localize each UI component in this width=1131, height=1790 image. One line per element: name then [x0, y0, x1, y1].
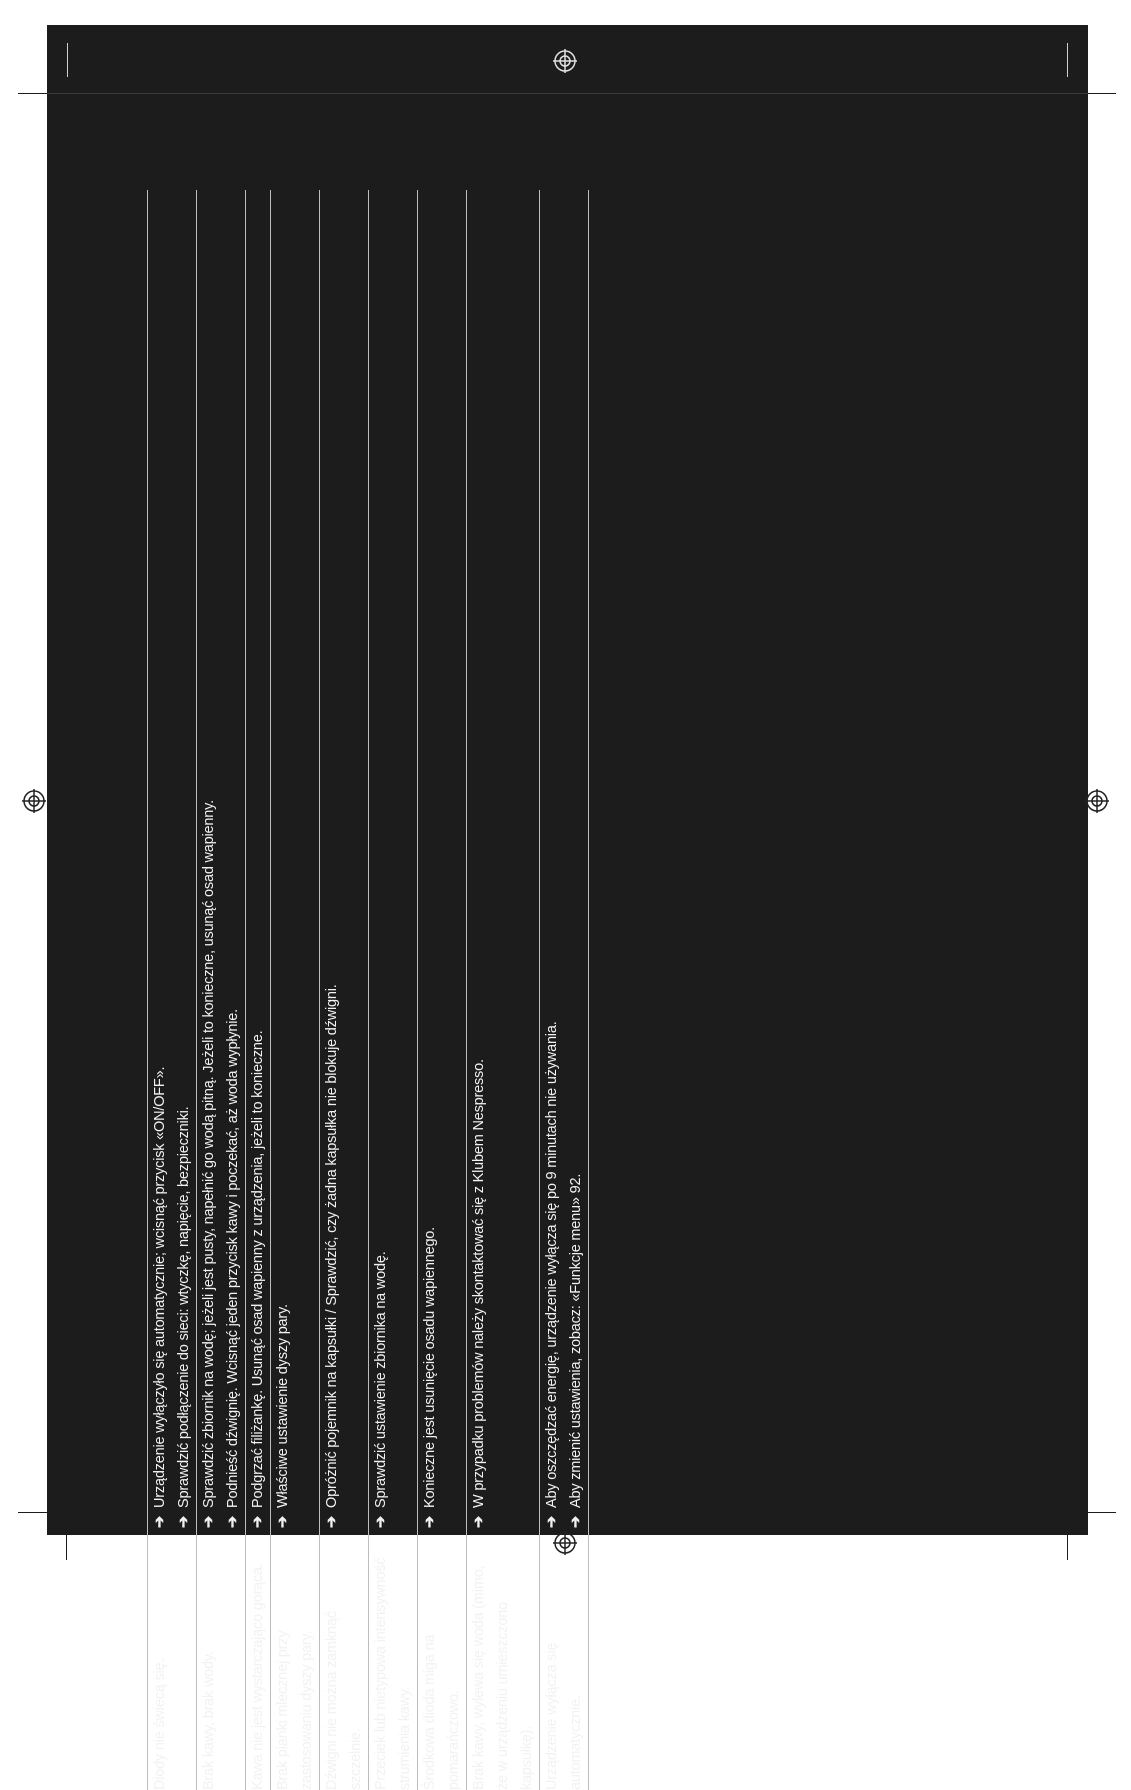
arrow-right-icon: ➔	[250, 1516, 266, 1528]
solution-item	[246, 190, 270, 1528]
problem-text: Brak kawy, brak wody.	[201, 1651, 217, 1790]
solution-text: Konieczne jest usunięcie osadu wapiennego.	[422, 1227, 438, 1508]
solution-text: Sprawdzić zbiornik na wodę; jeżeli jest pusty, napełnić go wodą pitną. Jeżeli to konieczne, usunąć osad wapienny.	[201, 800, 217, 1508]
problem-text: Diody nie świecą się.	[152, 1658, 168, 1790]
solution-item	[197, 190, 221, 1528]
solutions-list	[148, 190, 196, 1528]
arrow-right-icon: ➔	[422, 1516, 438, 1528]
arrow-right-icon: ➔	[373, 1516, 389, 1528]
solution-item	[320, 190, 344, 1528]
arrow-right-icon: ➔	[471, 1516, 487, 1528]
problem-text: Środkowa dioda miga na pomarańczowo.	[422, 1634, 462, 1790]
arrow-right-icon: ➔	[568, 1516, 584, 1528]
table-row	[196, 190, 245, 1790]
solution-item	[418, 190, 442, 1528]
solution-text: Podgrzać filiżankę. Usunąć osad wapienny z urządzenia, jeżeli to konieczne.	[250, 1030, 266, 1508]
solution-text: W przypadku problemów należy skontaktować się z Klubem Nespresso.	[471, 1059, 487, 1508]
problem-text: Dźwigni nie można zamknąć szczelnie.	[324, 1611, 364, 1790]
top-rule	[47, 93, 1088, 94]
arrow-right-icon: ➔	[201, 1516, 217, 1528]
solution-text: Urządzenie wyłączyło się automatycznie; wcisnąć przycisk «ON/OFF».	[152, 1066, 168, 1508]
solution-text: Podnieść dźwignię. Wcisnąć jeden przycisk kawy i poczekać, aż woda wypłynie.	[225, 1009, 241, 1508]
solution-item	[148, 190, 172, 1528]
arrow-right-icon: ➔	[152, 1516, 168, 1528]
arrow-right-icon: ➔	[225, 1516, 241, 1528]
solutions-list	[246, 190, 270, 1528]
solutions-list	[320, 190, 344, 1528]
solution-text: Sprawdzić ustawienie zbiornika na wodę.	[373, 1251, 389, 1508]
table-row	[319, 190, 368, 1790]
registration-mark-icon	[1085, 789, 1109, 813]
table-row	[417, 190, 466, 1790]
arrow-right-icon: ➔	[324, 1516, 340, 1528]
page-panel	[47, 25, 1088, 1790]
solution-text: Sprawdzić podłączenie do sieci: wtyczkę, napięcie, bezpieczniki.	[176, 1106, 192, 1508]
troubleshooting-table-rotated	[147, 190, 584, 1790]
problem-text: Urządzenie wyłącza się automatycznie.	[544, 1642, 584, 1790]
solution-item	[221, 190, 245, 1528]
solutions-list	[197, 190, 245, 1528]
arrow-right-icon: ➔	[275, 1516, 291, 1528]
registration-mark-icon	[22, 789, 46, 813]
solution-item	[271, 190, 295, 1528]
solutions-list	[369, 190, 393, 1528]
solution-item	[369, 190, 393, 1528]
solution-text: Opróżnić pojemnik na kapsułki / Sprawdzić, czy żadna kapsułka nie blokuje dźwigni.	[324, 984, 340, 1508]
table-row	[270, 190, 319, 1790]
problem-text: Kawa nie jest wystarczająco gorąca.	[250, 1563, 266, 1790]
solution-text: Aby oszczędzać energię, urządzenie wyłącza się po 9 minutach nie używania.	[544, 1021, 560, 1508]
arrow-right-icon: ➔	[544, 1516, 560, 1528]
solution-item	[564, 190, 588, 1528]
troubleshooting-table	[147, 190, 589, 1790]
registration-mark-icon	[553, 1531, 577, 1555]
table-row	[368, 190, 417, 1790]
problem-text: Brak kawy, wylewa się woda (mimo, że w urządzeniu umieszczono kapsułkę).	[471, 1565, 535, 1790]
solutions-list	[540, 190, 588, 1528]
table-row	[245, 190, 270, 1790]
table-row	[147, 190, 196, 1790]
registration-mark-icon	[553, 49, 577, 73]
solution-text: Aby zmienić ustawienia, zobacz: «Funkcje menu» 92.	[568, 1173, 584, 1508]
corner-tick	[67, 43, 68, 77]
table-row	[466, 190, 539, 1790]
arrow-right-icon: ➔	[176, 1516, 192, 1528]
problem-text: Przeciek lub nietypowa intensywność strumienia kawy.	[373, 1557, 413, 1790]
solutions-list	[271, 190, 295, 1528]
solutions-list	[418, 190, 442, 1528]
solution-item	[540, 190, 564, 1528]
solutions-list	[467, 190, 491, 1528]
solution-item	[172, 190, 196, 1528]
solution-text: Właściwe ustawienie dyszy pary.	[275, 1304, 291, 1508]
corner-tick	[1067, 43, 1068, 77]
solution-item	[467, 190, 491, 1528]
problem-text: Brak pianki mlecznej przy zastosowaniu dyszy pary.	[275, 1630, 315, 1790]
